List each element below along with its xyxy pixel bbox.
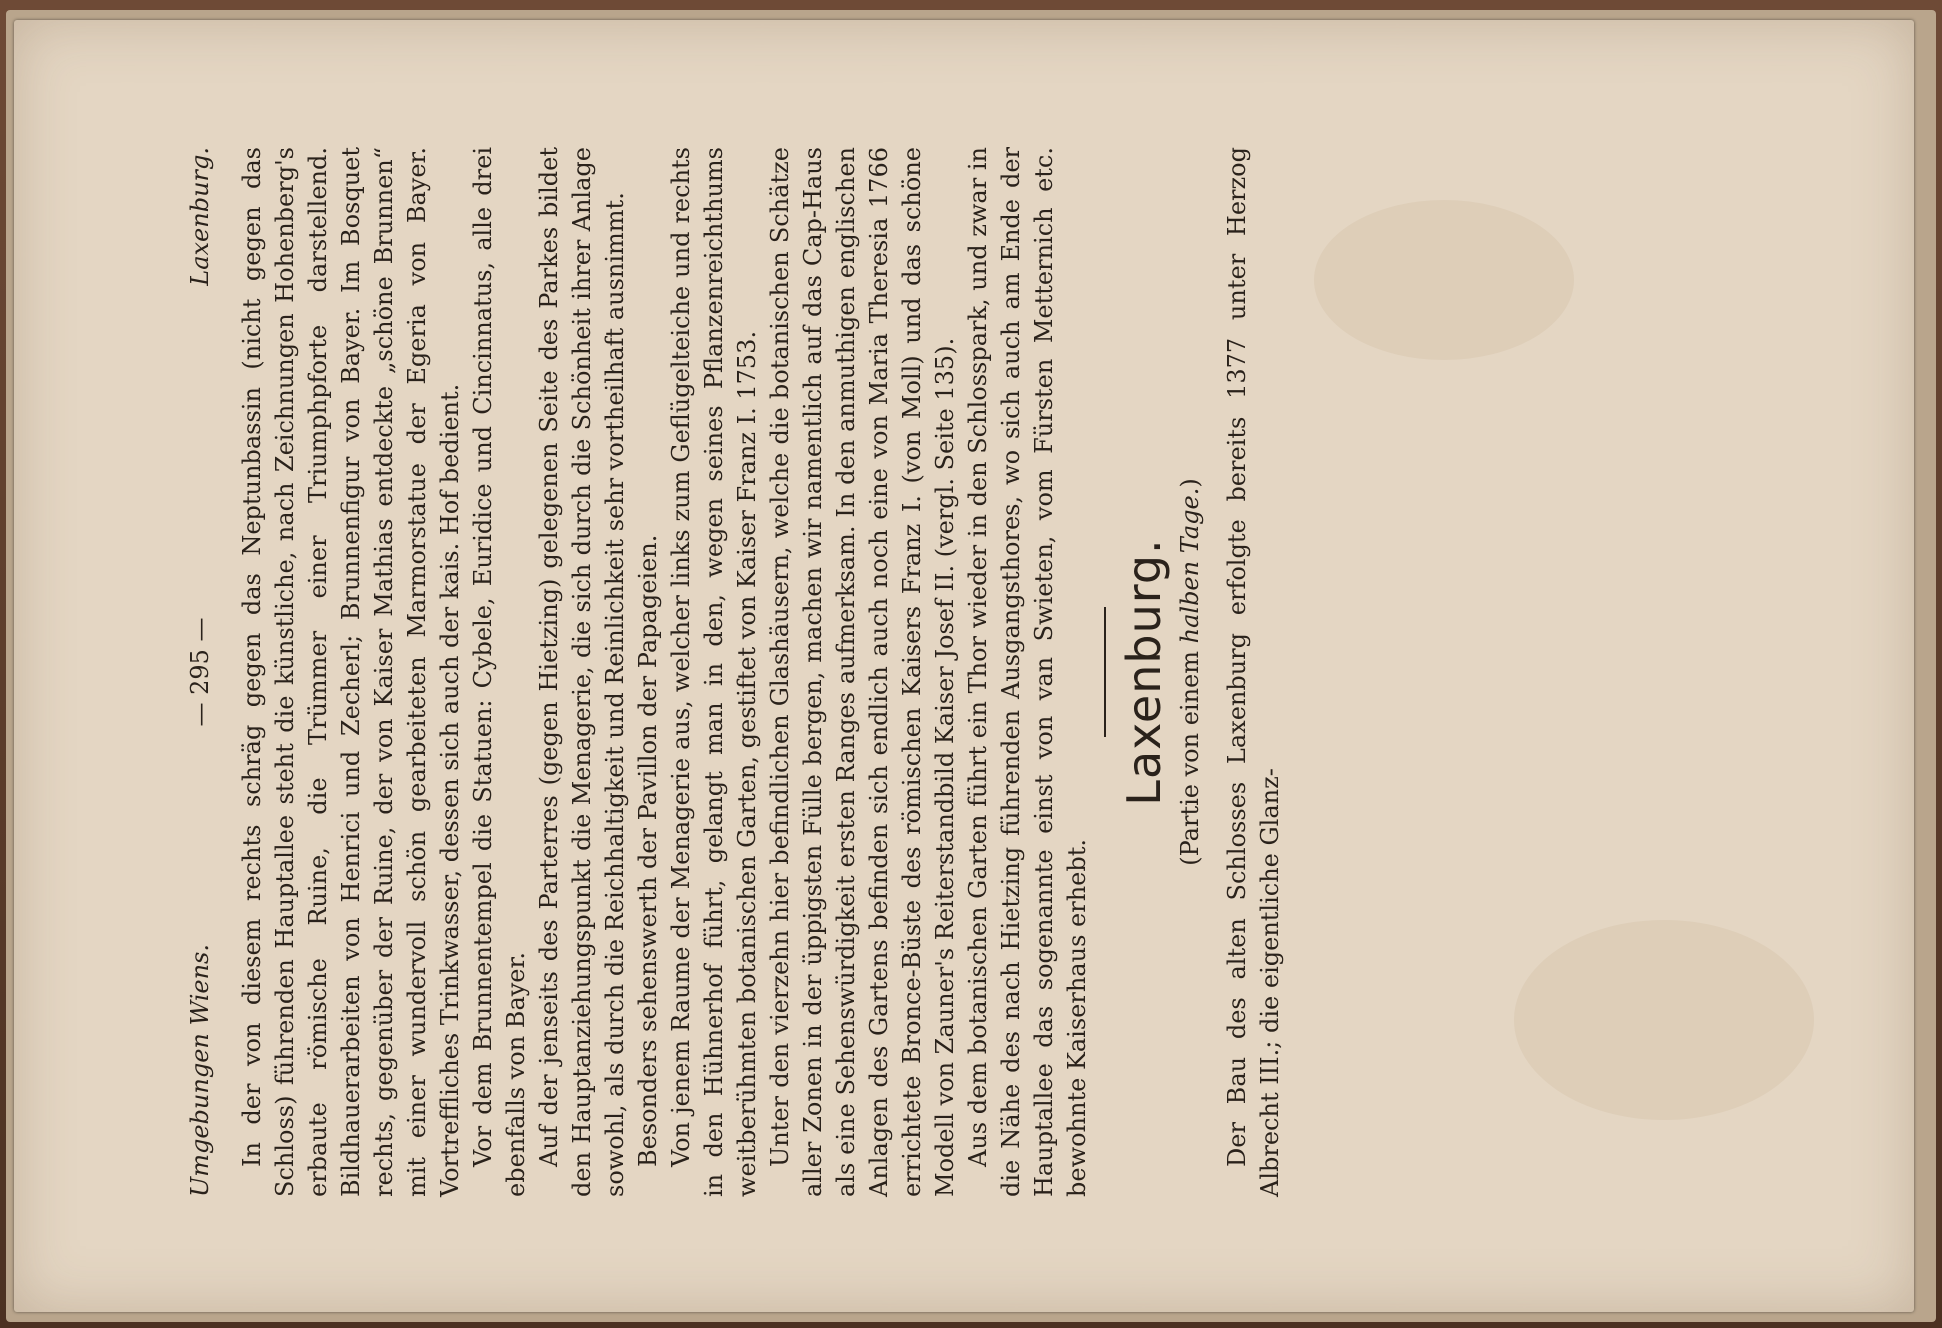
section-title: Laxenburg. [1117, 538, 1171, 806]
paragraph: Der Bau des alten Schlosses Laxenburg erfolgte bereits 1377 unter Herzog Albrecht III.; die eigentliche Glanz- [1223, 147, 1284, 1197]
rotated-text-frame [14, 20, 1914, 1312]
section-divider [1104, 607, 1106, 737]
paragraph: Unter den vierzehn hier befindlichen Glashäusern, welche die botanischen Schätze aller Zonen in der üppigsten Fülle bergen, machen wir namentlich auf das Cap-Haus als eine Sehenswürdigkeit ersten Ranges aufmerksam. In den anmuthigen englischen Anlagen des Gartens befinden sich endlich auch noch eine von Maria Theresia 1766 errichtete Bronce-Büste des römischen Kaisers Franz I. (von Moll) und das schöne Modell von Zauner's Reiterstandbild Kaiser Josef II. (vergl. Seite 135). [766, 147, 959, 1197]
page-text-block [184, 147, 1544, 1197]
page-body [236, 147, 1287, 1197]
subtitle-prefix: (Partie von einem [1176, 643, 1204, 866]
header-right: Laxenburg. [186, 147, 214, 286]
running-header [184, 147, 220, 1197]
section-subtitle [1174, 147, 1207, 1197]
subtitle-italic: halben Tage. [1176, 487, 1204, 644]
paragraph: Von jenem Raume der Menagerie aus, welcher links zum Geflügelteiche und rechts in den Hühnerhof führt, gelangt man in den, wegen seines Pflanzenreichthums weitberühmten botanischen Garten, gestiftet von Kaiser Franz I. 1753. [667, 147, 761, 1197]
book-page [14, 20, 1914, 1312]
subtitle-suffix: ) [1176, 478, 1204, 488]
page-number: — 295 — [186, 617, 214, 727]
header-left: Umgebungen Wiens. [186, 943, 214, 1197]
paragraph: Auf der jenseits des Parterres (gegen Hietzing) gelegenen Seite des Parkes bildet den Hauptanziehungspunkt die Menagerie, die sich durch die Schönheit ihrer Anlage sowohl, als durch die Reichhaltigkeit und Reinlichkeit sehr vortheilhaft ausnimmt. [535, 147, 629, 1197]
paragraph: In der von diesem rechts schräg gegen das Neptunbassin (nicht gegen das Schloss) führenden Hauptallee steht die künstliche, nach Zeichnungen Hohenberg's erbaute römische Ruine, die Trümmer einer Triumphpforte darstellend. Bildhauerarbeiten von Henrici und Zecherl; Brunnenfigur von Bayer. Im Bosquet rechts, gegenüber der Ruine, der von Kaiser Mathias entdeckte „schöne Brunnen“ mit einer wundervoll schön gearbeiteten Marmorstatue der Egeria von Bayer. Vortreffliches Trinkwasser, dessen sich auch der kais. Hof bedient. [238, 147, 464, 1197]
paragraph: Besonders sehenswerth der Pavillon der Papageien. [634, 534, 662, 1167]
paragraph: Vor dem Brunnentempel die Statuen: Cybele, Euridice und Cincinnatus, alle drei ebenfalls von Bayer. [469, 147, 530, 1197]
paragraph: Aus dem botanischen Garten führt ein Thor wieder in den Schlosspark, und zwar in die Nähe des nach Hietzing führenden Ausgangsthores, wo sich auch am Ende der Hauptallee das sogenannte einst von van Swieten, vom Fürsten Metternich etc. bewohnte Kaiserhaus erhebt. [964, 147, 1091, 1197]
